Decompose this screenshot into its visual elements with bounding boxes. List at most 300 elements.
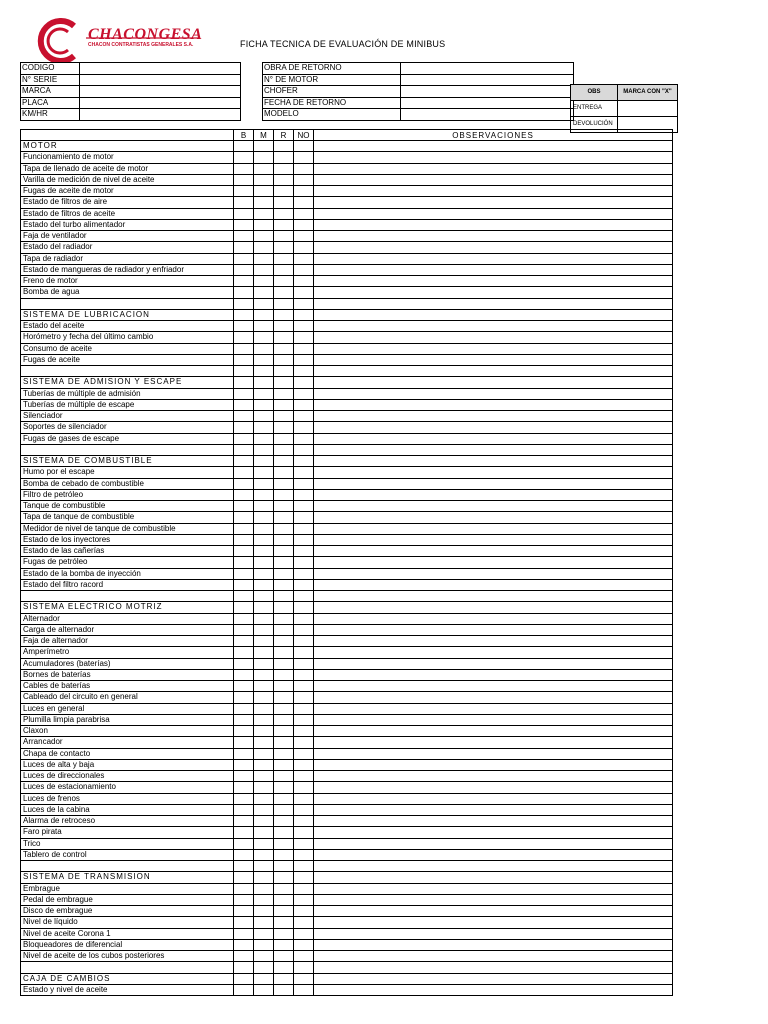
rating-r-cell[interactable] — [274, 939, 294, 950]
rating-b-cell[interactable] — [234, 444, 254, 455]
observation-cell[interactable] — [314, 613, 673, 624]
rating-no-cell[interactable] — [294, 287, 314, 298]
rating-b-cell[interactable] — [234, 928, 254, 939]
rating-b-cell[interactable] — [234, 467, 254, 478]
rating-b-cell[interactable] — [234, 399, 254, 410]
rating-no-cell[interactable] — [294, 388, 314, 399]
rating-b-cell[interactable] — [234, 917, 254, 928]
rating-r-cell[interactable] — [274, 557, 294, 568]
rating-no-cell[interactable] — [294, 321, 314, 332]
rating-r-cell[interactable] — [274, 973, 294, 984]
rating-r-cell[interactable] — [274, 399, 294, 410]
rating-m-cell[interactable] — [254, 591, 274, 602]
rating-r-cell[interactable] — [274, 703, 294, 714]
rating-r-cell[interactable] — [274, 534, 294, 545]
rating-no-cell[interactable] — [294, 478, 314, 489]
rating-m-cell[interactable] — [254, 737, 274, 748]
rating-no-cell[interactable] — [294, 804, 314, 815]
rating-no-cell[interactable] — [294, 467, 314, 478]
observation-cell[interactable] — [314, 264, 673, 275]
observation-cell[interactable] — [314, 883, 673, 894]
rating-no-cell[interactable] — [294, 928, 314, 939]
rating-b-cell[interactable] — [234, 962, 254, 973]
rating-m-cell[interactable] — [254, 512, 274, 523]
rating-b-cell[interactable] — [234, 433, 254, 444]
rating-r-cell[interactable] — [274, 838, 294, 849]
rating-b-cell[interactable] — [234, 568, 254, 579]
entrega-mark-cell[interactable] — [618, 101, 678, 117]
rating-b-cell[interactable] — [234, 838, 254, 849]
observation-cell[interactable] — [314, 253, 673, 264]
rating-no-cell[interactable] — [294, 366, 314, 377]
rating-m-cell[interactable] — [254, 579, 274, 590]
rating-b-cell[interactable] — [234, 681, 254, 692]
rating-b-cell[interactable] — [234, 759, 254, 770]
rating-b-cell[interactable] — [234, 366, 254, 377]
observation-cell[interactable] — [314, 827, 673, 838]
rating-no-cell[interactable] — [294, 647, 314, 658]
rating-r-cell[interactable] — [274, 546, 294, 557]
rating-m-cell[interactable] — [254, 478, 274, 489]
rating-no-cell[interactable] — [294, 827, 314, 838]
observation-cell[interactable] — [314, 703, 673, 714]
rating-b-cell[interactable] — [234, 321, 254, 332]
rating-b-cell[interactable] — [234, 354, 254, 365]
rating-r-cell[interactable] — [274, 849, 294, 860]
rating-no-cell[interactable] — [294, 501, 314, 512]
rating-m-cell[interactable] — [254, 849, 274, 860]
rating-m-cell[interactable] — [254, 163, 274, 174]
rating-no-cell[interactable] — [294, 354, 314, 365]
rating-m-cell[interactable] — [254, 962, 274, 973]
observation-cell[interactable] — [314, 546, 673, 557]
rating-no-cell[interactable] — [294, 444, 314, 455]
observation-cell[interactable] — [314, 343, 673, 354]
rating-m-cell[interactable] — [254, 264, 274, 275]
rating-b-cell[interactable] — [234, 287, 254, 298]
rating-no-cell[interactable] — [294, 264, 314, 275]
rating-b-cell[interactable] — [234, 872, 254, 883]
rating-r-cell[interactable] — [274, 242, 294, 253]
rating-no-cell[interactable] — [294, 174, 314, 185]
rating-m-cell[interactable] — [254, 388, 274, 399]
rating-m-cell[interactable] — [254, 231, 274, 242]
rating-b-cell[interactable] — [234, 703, 254, 714]
rating-m-cell[interactable] — [254, 951, 274, 962]
rating-no-cell[interactable] — [294, 624, 314, 635]
observation-cell[interactable] — [314, 647, 673, 658]
observation-cell[interactable] — [314, 557, 673, 568]
rating-no-cell[interactable] — [294, 883, 314, 894]
observation-cell[interactable] — [314, 973, 673, 984]
observation-cell[interactable] — [314, 444, 673, 455]
rating-m-cell[interactable] — [254, 816, 274, 827]
rating-no-cell[interactable] — [294, 591, 314, 602]
observation-cell[interactable] — [314, 287, 673, 298]
rating-m-cell[interactable] — [254, 422, 274, 433]
rating-b-cell[interactable] — [234, 411, 254, 422]
observation-cell[interactable] — [314, 624, 673, 635]
rating-b-cell[interactable] — [234, 152, 254, 163]
rating-b-cell[interactable] — [234, 309, 254, 320]
rating-no-cell[interactable] — [294, 658, 314, 669]
rating-m-cell[interactable] — [254, 939, 274, 950]
rating-m-cell[interactable] — [254, 906, 274, 917]
rating-m-cell[interactable] — [254, 838, 274, 849]
header-right-field-value[interactable] — [401, 63, 574, 75]
header-right-field-value[interactable] — [401, 74, 574, 86]
rating-no-cell[interactable] — [294, 197, 314, 208]
rating-r-cell[interactable] — [274, 748, 294, 759]
observation-cell[interactable] — [314, 737, 673, 748]
rating-b-cell[interactable] — [234, 377, 254, 388]
rating-m-cell[interactable] — [254, 174, 274, 185]
observation-cell[interactable] — [314, 534, 673, 545]
rating-r-cell[interactable] — [274, 456, 294, 467]
rating-m-cell[interactable] — [254, 456, 274, 467]
rating-r-cell[interactable] — [274, 501, 294, 512]
rating-m-cell[interactable] — [254, 703, 274, 714]
rating-no-cell[interactable] — [294, 399, 314, 410]
rating-no-cell[interactable] — [294, 422, 314, 433]
header-right-field-value[interactable] — [401, 97, 574, 109]
rating-m-cell[interactable] — [254, 782, 274, 793]
rating-r-cell[interactable] — [274, 827, 294, 838]
rating-r-cell[interactable] — [274, 984, 294, 995]
header-left-field-value[interactable] — [80, 63, 241, 75]
rating-m-cell[interactable] — [254, 804, 274, 815]
rating-no-cell[interactable] — [294, 748, 314, 759]
observation-cell[interactable] — [314, 242, 673, 253]
observation-cell[interactable] — [314, 523, 673, 534]
rating-m-cell[interactable] — [254, 613, 274, 624]
rating-r-cell[interactable] — [274, 343, 294, 354]
rating-m-cell[interactable] — [254, 602, 274, 613]
observation-cell[interactable] — [314, 962, 673, 973]
observation-cell[interactable] — [314, 422, 673, 433]
rating-m-cell[interactable] — [254, 534, 274, 545]
rating-b-cell[interactable] — [234, 298, 254, 309]
observation-cell[interactable] — [314, 141, 673, 152]
observation-cell[interactable] — [314, 984, 673, 995]
rating-r-cell[interactable] — [274, 197, 294, 208]
observation-cell[interactable] — [314, 872, 673, 883]
rating-b-cell[interactable] — [234, 939, 254, 950]
rating-no-cell[interactable] — [294, 816, 314, 827]
rating-r-cell[interactable] — [274, 771, 294, 782]
observation-cell[interactable] — [314, 759, 673, 770]
rating-b-cell[interactable] — [234, 793, 254, 804]
rating-no-cell[interactable] — [294, 298, 314, 309]
rating-r-cell[interactable] — [274, 816, 294, 827]
rating-b-cell[interactable] — [234, 174, 254, 185]
rating-m-cell[interactable] — [254, 377, 274, 388]
header-left-field-value[interactable] — [80, 74, 241, 86]
rating-b-cell[interactable] — [234, 591, 254, 602]
rating-b-cell[interactable] — [234, 579, 254, 590]
rating-m-cell[interactable] — [254, 771, 274, 782]
rating-no-cell[interactable] — [294, 962, 314, 973]
rating-no-cell[interactable] — [294, 208, 314, 219]
rating-no-cell[interactable] — [294, 579, 314, 590]
rating-b-cell[interactable] — [234, 894, 254, 905]
rating-b-cell[interactable] — [234, 534, 254, 545]
rating-m-cell[interactable] — [254, 444, 274, 455]
rating-b-cell[interactable] — [234, 692, 254, 703]
rating-no-cell[interactable] — [294, 984, 314, 995]
rating-b-cell[interactable] — [234, 186, 254, 197]
rating-no-cell[interactable] — [294, 703, 314, 714]
rating-b-cell[interactable] — [234, 636, 254, 647]
rating-r-cell[interactable] — [274, 602, 294, 613]
rating-no-cell[interactable] — [294, 669, 314, 680]
rating-b-cell[interactable] — [234, 827, 254, 838]
rating-b-cell[interactable] — [234, 422, 254, 433]
rating-m-cell[interactable] — [254, 411, 274, 422]
rating-m-cell[interactable] — [254, 309, 274, 320]
rating-r-cell[interactable] — [274, 962, 294, 973]
rating-m-cell[interactable] — [254, 152, 274, 163]
observation-cell[interactable] — [314, 928, 673, 939]
rating-r-cell[interactable] — [274, 883, 294, 894]
rating-no-cell[interactable] — [294, 377, 314, 388]
rating-r-cell[interactable] — [274, 726, 294, 737]
rating-no-cell[interactable] — [294, 793, 314, 804]
observation-cell[interactable] — [314, 456, 673, 467]
rating-r-cell[interactable] — [274, 478, 294, 489]
rating-r-cell[interactable] — [274, 388, 294, 399]
rating-b-cell[interactable] — [234, 163, 254, 174]
observation-cell[interactable] — [314, 388, 673, 399]
observation-cell[interactable] — [314, 591, 673, 602]
observation-cell[interactable] — [314, 894, 673, 905]
rating-m-cell[interactable] — [254, 714, 274, 725]
observation-cell[interactable] — [314, 433, 673, 444]
rating-b-cell[interactable] — [234, 512, 254, 523]
rating-r-cell[interactable] — [274, 579, 294, 590]
rating-b-cell[interactable] — [234, 242, 254, 253]
rating-b-cell[interactable] — [234, 849, 254, 860]
rating-no-cell[interactable] — [294, 433, 314, 444]
rating-no-cell[interactable] — [294, 163, 314, 174]
observation-cell[interactable] — [314, 377, 673, 388]
rating-no-cell[interactable] — [294, 726, 314, 737]
rating-m-cell[interactable] — [254, 748, 274, 759]
rating-r-cell[interactable] — [274, 658, 294, 669]
observation-cell[interactable] — [314, 489, 673, 500]
observation-cell[interactable] — [314, 501, 673, 512]
rating-b-cell[interactable] — [234, 658, 254, 669]
rating-b-cell[interactable] — [234, 804, 254, 815]
rating-m-cell[interactable] — [254, 276, 274, 287]
observation-cell[interactable] — [314, 906, 673, 917]
rating-no-cell[interactable] — [294, 917, 314, 928]
rating-no-cell[interactable] — [294, 557, 314, 568]
rating-b-cell[interactable] — [234, 253, 254, 264]
rating-no-cell[interactable] — [294, 636, 314, 647]
rating-r-cell[interactable] — [274, 917, 294, 928]
rating-b-cell[interactable] — [234, 501, 254, 512]
observation-cell[interactable] — [314, 748, 673, 759]
rating-m-cell[interactable] — [254, 557, 274, 568]
rating-b-cell[interactable] — [234, 219, 254, 230]
rating-m-cell[interactable] — [254, 692, 274, 703]
observation-cell[interactable] — [314, 861, 673, 872]
rating-no-cell[interactable] — [294, 602, 314, 613]
rating-m-cell[interactable] — [254, 546, 274, 557]
rating-r-cell[interactable] — [274, 332, 294, 343]
rating-r-cell[interactable] — [274, 681, 294, 692]
rating-r-cell[interactable] — [274, 906, 294, 917]
rating-b-cell[interactable] — [234, 208, 254, 219]
rating-m-cell[interactable] — [254, 568, 274, 579]
rating-b-cell[interactable] — [234, 613, 254, 624]
observation-cell[interactable] — [314, 838, 673, 849]
rating-m-cell[interactable] — [254, 984, 274, 995]
rating-r-cell[interactable] — [274, 276, 294, 287]
observation-cell[interactable] — [314, 636, 673, 647]
rating-no-cell[interactable] — [294, 231, 314, 242]
rating-m-cell[interactable] — [254, 624, 274, 635]
observation-cell[interactable] — [314, 669, 673, 680]
rating-b-cell[interactable] — [234, 264, 254, 275]
rating-r-cell[interactable] — [274, 411, 294, 422]
rating-r-cell[interactable] — [274, 377, 294, 388]
rating-no-cell[interactable] — [294, 838, 314, 849]
observation-cell[interactable] — [314, 478, 673, 489]
rating-m-cell[interactable] — [254, 242, 274, 253]
observation-cell[interactable] — [314, 726, 673, 737]
observation-cell[interactable] — [314, 849, 673, 860]
observation-cell[interactable] — [314, 219, 673, 230]
rating-r-cell[interactable] — [274, 872, 294, 883]
observation-cell[interactable] — [314, 174, 673, 185]
rating-no-cell[interactable] — [294, 568, 314, 579]
rating-m-cell[interactable] — [254, 681, 274, 692]
rating-no-cell[interactable] — [294, 343, 314, 354]
observation-cell[interactable] — [314, 186, 673, 197]
rating-b-cell[interactable] — [234, 951, 254, 962]
rating-m-cell[interactable] — [254, 658, 274, 669]
observation-cell[interactable] — [314, 714, 673, 725]
observation-cell[interactable] — [314, 309, 673, 320]
observation-cell[interactable] — [314, 208, 673, 219]
rating-r-cell[interactable] — [274, 591, 294, 602]
rating-no-cell[interactable] — [294, 939, 314, 950]
rating-no-cell[interactable] — [294, 872, 314, 883]
rating-m-cell[interactable] — [254, 489, 274, 500]
rating-r-cell[interactable] — [274, 422, 294, 433]
rating-b-cell[interactable] — [234, 816, 254, 827]
header-left-field-value[interactable] — [80, 97, 241, 109]
rating-no-cell[interactable] — [294, 894, 314, 905]
rating-r-cell[interactable] — [274, 186, 294, 197]
observation-cell[interactable] — [314, 399, 673, 410]
observation-cell[interactable] — [314, 804, 673, 815]
rating-r-cell[interactable] — [274, 804, 294, 815]
rating-r-cell[interactable] — [274, 624, 294, 635]
rating-b-cell[interactable] — [234, 669, 254, 680]
rating-b-cell[interactable] — [234, 523, 254, 534]
rating-r-cell[interactable] — [274, 793, 294, 804]
observation-cell[interactable] — [314, 917, 673, 928]
rating-b-cell[interactable] — [234, 456, 254, 467]
rating-b-cell[interactable] — [234, 771, 254, 782]
rating-r-cell[interactable] — [274, 152, 294, 163]
rating-no-cell[interactable] — [294, 276, 314, 287]
rating-r-cell[interactable] — [274, 894, 294, 905]
observation-cell[interactable] — [314, 951, 673, 962]
rating-r-cell[interactable] — [274, 444, 294, 455]
rating-r-cell[interactable] — [274, 489, 294, 500]
rating-r-cell[interactable] — [274, 523, 294, 534]
rating-r-cell[interactable] — [274, 163, 294, 174]
rating-no-cell[interactable] — [294, 186, 314, 197]
rating-no-cell[interactable] — [294, 152, 314, 163]
rating-b-cell[interactable] — [234, 276, 254, 287]
rating-m-cell[interactable] — [254, 208, 274, 219]
rating-m-cell[interactable] — [254, 636, 274, 647]
observation-cell[interactable] — [314, 602, 673, 613]
rating-m-cell[interactable] — [254, 433, 274, 444]
rating-b-cell[interactable] — [234, 343, 254, 354]
rating-b-cell[interactable] — [234, 332, 254, 343]
rating-r-cell[interactable] — [274, 287, 294, 298]
rating-no-cell[interactable] — [294, 523, 314, 534]
rating-m-cell[interactable] — [254, 343, 274, 354]
rating-r-cell[interactable] — [274, 951, 294, 962]
rating-no-cell[interactable] — [294, 411, 314, 422]
rating-r-cell[interactable] — [274, 759, 294, 770]
rating-b-cell[interactable] — [234, 478, 254, 489]
observation-cell[interactable] — [314, 793, 673, 804]
rating-no-cell[interactable] — [294, 141, 314, 152]
observation-cell[interactable] — [314, 321, 673, 332]
rating-b-cell[interactable] — [234, 231, 254, 242]
rating-no-cell[interactable] — [294, 692, 314, 703]
rating-m-cell[interactable] — [254, 501, 274, 512]
rating-m-cell[interactable] — [254, 726, 274, 737]
observation-cell[interactable] — [314, 467, 673, 478]
rating-b-cell[interactable] — [234, 489, 254, 500]
observation-cell[interactable] — [314, 411, 673, 422]
rating-no-cell[interactable] — [294, 951, 314, 962]
rating-m-cell[interactable] — [254, 321, 274, 332]
rating-m-cell[interactable] — [254, 332, 274, 343]
observation-cell[interactable] — [314, 152, 673, 163]
rating-no-cell[interactable] — [294, 973, 314, 984]
rating-r-cell[interactable] — [274, 669, 294, 680]
rating-r-cell[interactable] — [274, 568, 294, 579]
rating-r-cell[interactable] — [274, 253, 294, 264]
rating-b-cell[interactable] — [234, 546, 254, 557]
rating-r-cell[interactable] — [274, 647, 294, 658]
rating-m-cell[interactable] — [254, 366, 274, 377]
observation-cell[interactable] — [314, 276, 673, 287]
rating-b-cell[interactable] — [234, 906, 254, 917]
rating-m-cell[interactable] — [254, 647, 274, 658]
rating-m-cell[interactable] — [254, 883, 274, 894]
rating-no-cell[interactable] — [294, 714, 314, 725]
rating-no-cell[interactable] — [294, 219, 314, 230]
observation-cell[interactable] — [314, 692, 673, 703]
rating-b-cell[interactable] — [234, 726, 254, 737]
rating-no-cell[interactable] — [294, 759, 314, 770]
observation-cell[interactable] — [314, 163, 673, 174]
rating-b-cell[interactable] — [234, 737, 254, 748]
rating-b-cell[interactable] — [234, 388, 254, 399]
rating-m-cell[interactable] — [254, 219, 274, 230]
